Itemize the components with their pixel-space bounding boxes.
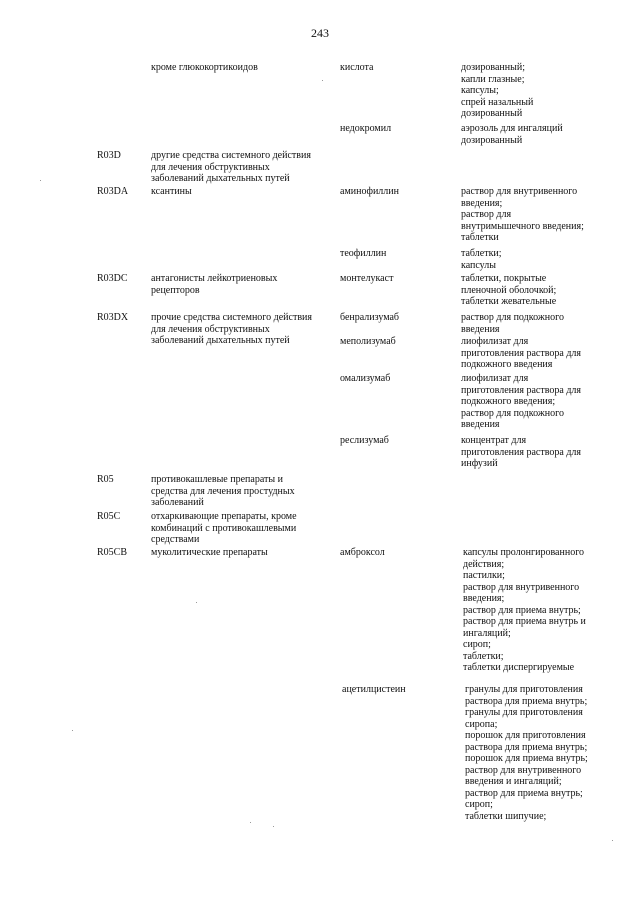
scan-speck [612,840,613,841]
forms-nedokromil: аэрозоль для ингаляций дозированный [461,123,563,146]
group-cont: кроме глюкокортикоидов [151,62,258,73]
forms-teofillin: таблетки; капсулы [461,248,502,271]
code-r05: R05 [97,474,114,485]
code-r03da: R03DA [97,186,129,197]
scan-speck [273,826,274,827]
code-r05cb: R05CB [97,547,128,558]
scan-speck [72,730,73,731]
group-r03dx: прочие средства системного действия для лечения обструктивных заболеваний дыхательных путей [151,312,313,346]
forms-mepolizumab: лиофилизат для приготовления раствора для подкожного введения [461,336,581,370]
code-r03dc: R03DC [97,273,128,284]
scan-speck [40,180,41,181]
substance-montelukast: монтелукаст [340,273,394,284]
scan-speck [322,80,323,81]
forms-benralizumab: раствор для подкожного введения [461,312,564,335]
page-number: 243 [311,26,329,40]
code-r05c: R05C [97,511,121,522]
scan-speck [196,602,197,603]
forms-omalizumab: лиофилизат для приготовления раствора для подкожного введения; раствор для подкожного введения [461,373,581,430]
code-r03dx: R03DX [97,312,129,323]
group-r05c: отхаркивающие препараты, кроме комбинаций с противокашлевыми средствами [151,511,297,545]
substance-aminofillin: аминофиллин [340,186,399,197]
substance-atsetiltsistein: ацетилцистеин [342,684,406,695]
substance-nedokromil: недокромил [340,123,392,134]
substance-benralizumab: бенрализумаб [340,312,400,323]
substance-reslizumab: реслизумаб [340,435,389,446]
substance-mepolizumab: меполизумаб [340,336,396,347]
code-r03d: R03D [97,150,121,161]
substance-ambroksol: амброксол [340,547,385,558]
group-r03da: ксантины [151,186,192,197]
group-r03dc: антагонисты лейкотриеновых рецепторов [151,273,278,296]
group-r05cb: муколитические препараты [151,547,268,558]
forms-kislota: дозированный; капли глазные; капсулы; спрей назальный дозированный [461,62,534,119]
substance-kislota: кислота [340,62,374,73]
forms-ambroksol: капсулы пролонгированного действия; пастилки; раствор для внутривенного введения; раствор для приема внутрь; раствор для приема внутрь и ингаляций; сироп; таблетки; таблетки диспергируемые [463,547,586,673]
group-r03d: другие средства системного действия для лечения обструктивных заболеваний дыхательных путей [151,150,311,184]
forms-atsetiltsistein: гранулы для приготовления раствора для приема внутрь; гранулы для приготовления сиропа; порошок для приготовления раствора для приема внутрь; порошок для приема внутрь; раствор для внутривенного введения и ингаляций; раствор для приема внутрь; сироп; таблетки шипучие; [465,684,588,822]
forms-reslizumab: концентрат для приготовления раствора для инфузий [461,435,581,469]
substance-omalizumab: омализумаб [340,373,391,384]
substance-teofillin: теофиллин [340,248,387,259]
scan-speck [250,822,251,823]
group-r05: противокашлевые препараты и средства для лечения простудных заболеваний [151,474,295,508]
forms-montelukast: таблетки, покрытые пленочной оболочкой; таблетки жевательные [461,273,557,307]
forms-aminofillin: раствор для внутривенного введения; раствор для внутримышечного введения; таблетки [461,186,584,243]
